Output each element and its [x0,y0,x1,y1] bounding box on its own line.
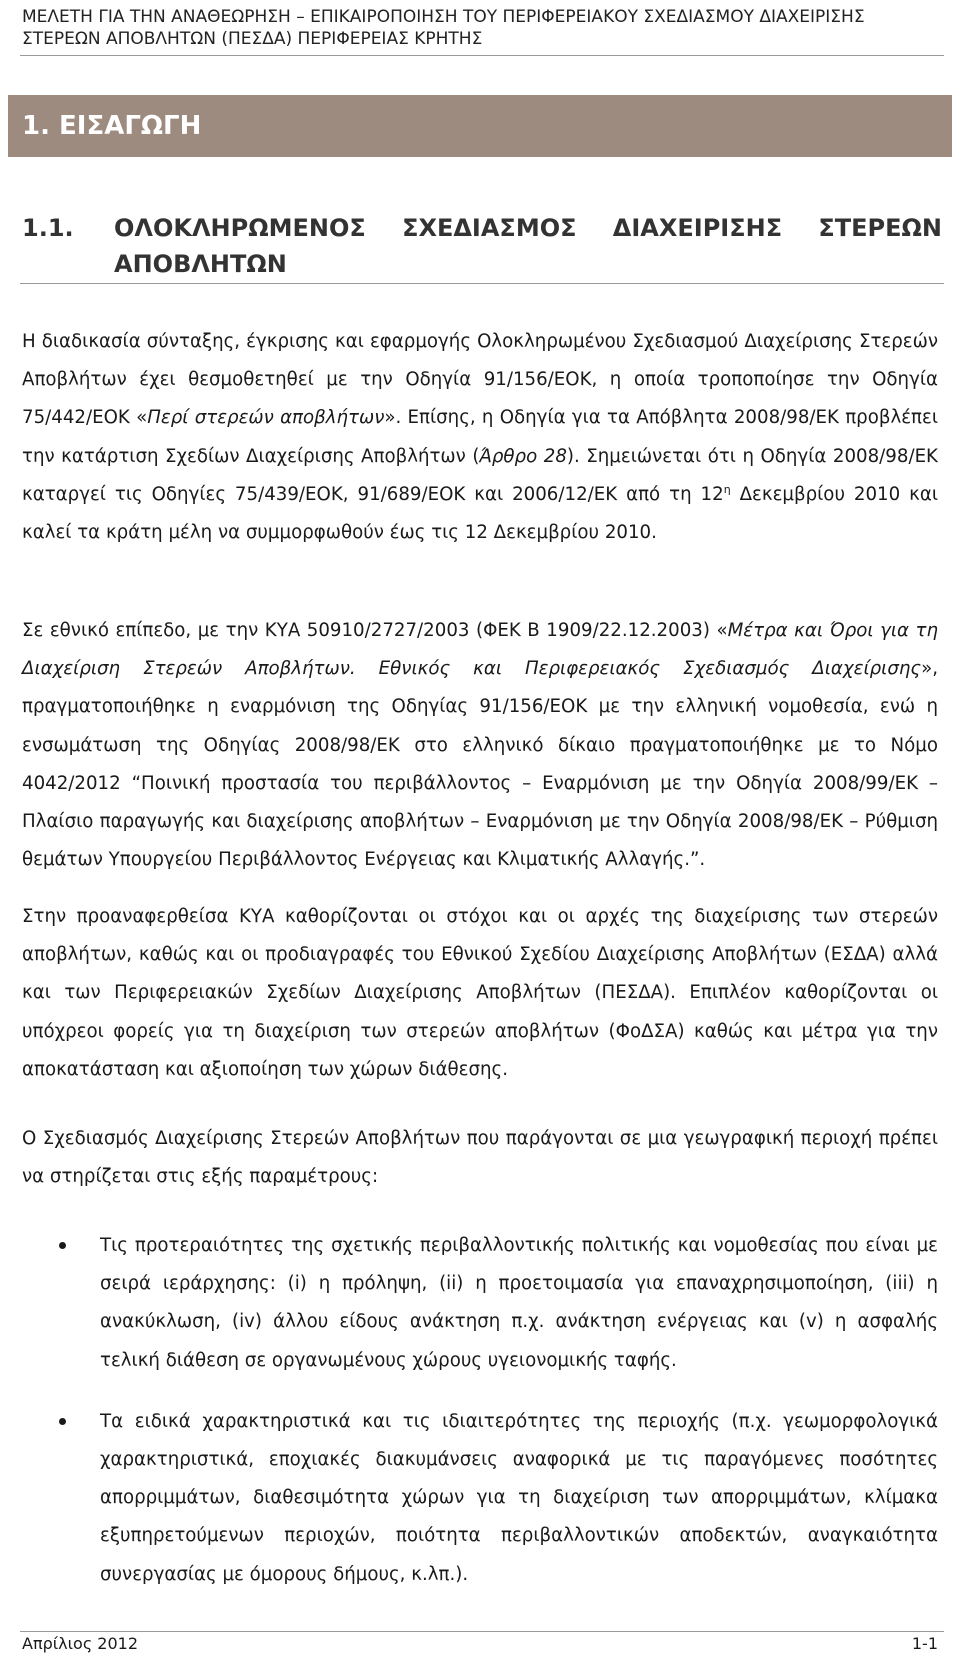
text-run: Η διαδικασία σύνταξης, έγκρισης και εφαρμογής Ολοκληρωμένου Σχεδιασμού Διαχείρισης Στερεών Αποβλήτων έχει θεσμοθετηθεί με την Οδηγία 91/156/ΕΟΚ, η οποία τροποποίησε την Οδηγία 75/442/ΕΟΚ « [22,331,938,429]
paragraph-kya-objectives: Στην προαναφερθείσα ΚΥΑ καθορίζονται οι στόχοι και οι αρχές της διαχείρισης των στερεών αποβλήτων, καθώς και οι προδιαγραφές του Εθνικού Σχεδίου Διαχείρισης Αποβλήτων (ΕΣΔΑ) αλλά και των Περιφερειακών Σχεδίων Διαχείρισης Αποβλήτων (ΠΕΣΔΑ). Επιπλέον καθορίζονται οι υπόχρεοι φορείς για τη διαχείριση των στερεών αποβλήτων (ΦοΔΣΑ) καθώς και μέτρα για την αποκατάσταση και αξιοποίηση των χώρων διάθεσης. [22,906,938,1080]
text-run: ». Επίσης, η Οδηγία για τα Απόβλητα 2008/98/ΕΚ προβλέπει την κατάρτιση Σχεδίων Διαχείρισης Αποβλήτων ( [22,407,938,467]
paragraph-planning-parameters: Ο Σχεδιασμός Διαχείρισης Στερεών Αποβλήτων που παράγονται σε μια γεωγραφική περιοχή πρέπει να στηρίζεται στις εξής παραμέτρους: [22,1128,938,1188]
bullet-icon [59,1242,66,1249]
section-title-word: ΟΛΟΚΛΗΡΩΜΕΝΟΣ [114,214,366,242]
section-title-line-1 [114,210,942,246]
italic-text-run: Άρθρο 28 [479,445,567,467]
text-run: ). Σημειώνεται ότι η Οδηγία 2008/98/ΕΚ καταργεί τις Οδηγίες 75/439/ΕΟΚ, 91/689/ΕΟΚ και 2006/12/ΕΚ από τη 12 [22,445,938,505]
list-item-text: Τα ειδικά χαρακτηριστικά και τις ιδιαιτερότητες της περιοχής (π.χ. γεωμορφολογικά χαρακτηριστικά, εποχιακές διακυμάνσεις αναφορικά με τις παραγόμενες ποσότητες απορριμμάτων, διαθεσιμότητα χώρων για τη διαχείριση των απορριμμάτων, κλίμακα εξυπηρετούμενων περιοχών, ποιότητα περιβαλλοντικών αποδεκτών, αναγκαιότητα συνεργασίας με όμορους δήμους, κ.λπ.). [100,1410,938,1585]
list-item [22,1403,938,1594]
bullet-icon [59,1418,66,1425]
section-number: 1.1. [22,214,74,242]
page-number: 1-1 [911,1634,938,1653]
section-title-word: ΔΙΑΧΕΙΡΙΣΗΣ [612,214,783,242]
text-run: Σε εθνικό επίπεδο, με την ΚΥΑ 50910/2727/2003 (ΦΕΚ Β 1909/22.12.2003) « [22,620,728,641]
italic-text-run: Μέτρα και Όροι για τη Διαχείριση Στερεών Αποβλήτων. Εθνικός και Περιφερειακός Σχεδιασμός Διαχείρισης [22,620,938,680]
section-title-line-2: ΑΠΟΒΛΗΤΩΝ [114,250,287,278]
list-item-text: Τις προτεραιότητες της σχετικής περιβαλλοντικής πολιτικής και νομοθεσίας που είναι με σειρά ιεράρχησης: (i) η πρόληψη, (ii) η προετοιμασία για επαναχρησιμοποίηση, (iii) η ανακύκλωση, (iv) άλλου είδους ανάκτηση π.χ. ανάκτηση ενέργειας και (v) η ασφαλής τελική διάθεση σε οργανωμένους χώρους υγειονομικής ταφής. [100,1235,938,1371]
section-divider [20,283,944,284]
chapter-title: 1. ΕΙΣΑΓΩΓΗ [22,111,202,141]
superscript: η [723,482,731,496]
text-run: Δεκεμβρίου 2010 και καλεί τα κράτη μέλη να συμμορφωθούν έως τις 12 Δεκεμβρίου 2010. [22,483,938,544]
section-title-word: ΣΤΕΡΕΩΝ [818,214,942,242]
chapter-banner [8,95,952,157]
running-header: ΜΕΛΕΤΗ ΓΙΑ ΤΗΝ ΑΝΑΘΕΩΡΗΣΗ – ΕΠΙΚΑΙΡΟΠΟΙΗΣΗ ΤΟΥ ΠΕΡΙΦΕΡΕΙΑΚΟΥ ΣΧΕΔΙΑΣΜΟΥ ΔΙΑΧΕΙΡΙΣΗΣ ΣΤΕΡΕΩΝ ΑΠΟΒΛΗΤΩΝ (ΠΕΣΔΑ) ΠΕΡΙΦΕΡΕΙΑΣ ΚΡΗΤΗΣ [22,7,865,49]
italic-text-run: Περί στερεών αποβλήτων [147,407,385,429]
list-item [22,1227,938,1380]
header-divider [20,55,944,56]
text-run: », πραγματοποιήθηκε η εναρμόνιση της Οδηγίας 91/156/ΕΟΚ με την ελληνική νομοθεσία, ενώ η ενσωμάτωση της Οδηγίας 2008/98/ΕΚ στο ελληνικό δίκαιο πραγματοποιήθηκε με το Νόμο 4042/2012 “Ποινική προστασία του περιβάλλοντος – Εναρμόνιση με την Οδηγία 2008/99/ΕΚ – Πλαίσιο παραγωγής και διαχείρισης αποβλήτων – Εναρμόνιση με την Οδηγία 2008/98/ΕΚ – Ρύθμιση θεμάτων Υπουργείου Περιβάλλοντος Ενέργειας και Κλιματικής Αλλαγής.”. [22,658,938,871]
paragraph-national-level [22,612,938,879]
section-title-word: ΣΧΕΔΙΑΣΜΟΣ [402,214,577,242]
footer-divider [20,1631,944,1632]
paragraph-directives [22,323,938,552]
parameters-list [22,1227,938,1617]
footer-date: Απρίλιος 2012 [22,1634,139,1653]
